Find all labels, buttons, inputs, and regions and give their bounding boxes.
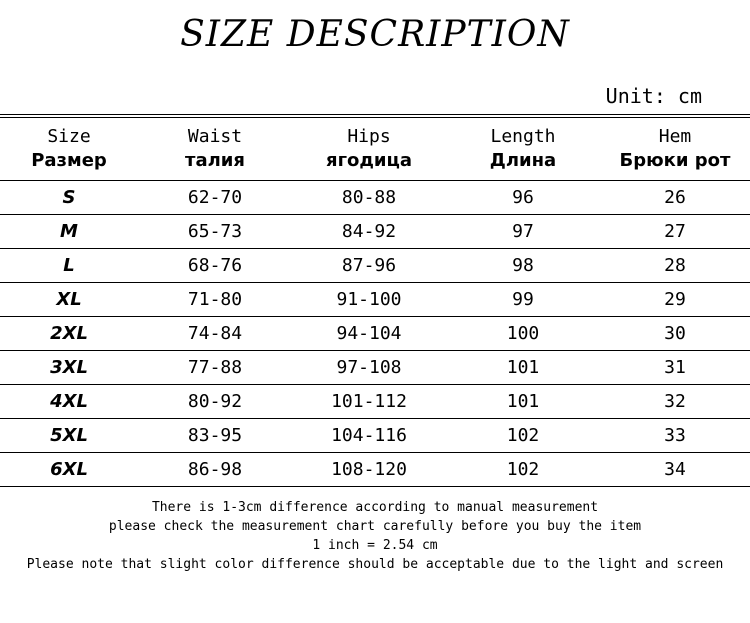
cell-size: S xyxy=(62,186,76,208)
cell-hips: 101-112 xyxy=(331,390,407,412)
size-table xyxy=(0,118,750,487)
cell-length: 98 xyxy=(512,254,534,276)
cell-hips: 94-104 xyxy=(336,322,402,344)
notes xyxy=(0,498,750,574)
note-line-3: 1 inch = 2.54 cm xyxy=(312,538,438,553)
table-row xyxy=(0,282,750,316)
note-line-1: There is 1-3cm difference according to manual measurement xyxy=(151,500,599,515)
cell-size: M xyxy=(60,220,78,242)
table-body xyxy=(0,180,750,486)
cell-length: 99 xyxy=(512,288,534,310)
cell-hips: 80-88 xyxy=(341,186,397,208)
cell-length: 102 xyxy=(506,424,540,446)
note-line-2: please check the measurement chart carefully before you buy the item xyxy=(108,519,642,534)
column-header-hips-en: Hips xyxy=(347,125,391,147)
cell-hem: 33 xyxy=(664,424,686,446)
table-header-row xyxy=(0,118,750,180)
table-row xyxy=(0,452,750,486)
cell-waist: 68-76 xyxy=(187,254,243,276)
unit-label: Unit: cm xyxy=(605,84,702,108)
cell-length: 101 xyxy=(506,356,540,378)
cell-hem: 34 xyxy=(664,458,686,480)
cell-hips: 104-116 xyxy=(331,424,407,446)
cell-size: 5XL xyxy=(50,424,88,446)
cell-waist: 83-95 xyxy=(187,424,243,446)
cell-size: L xyxy=(63,254,75,276)
cell-hem: 32 xyxy=(664,390,686,412)
column-header-waist xyxy=(138,118,292,180)
column-header-size-en: Size xyxy=(47,125,91,147)
column-header-size-ru: Размер xyxy=(31,149,107,171)
column-header-length xyxy=(446,118,600,180)
table-row xyxy=(0,384,750,418)
cell-hips: 97-108 xyxy=(336,356,402,378)
cell-size: XL xyxy=(56,288,82,310)
cell-waist: 62-70 xyxy=(187,186,243,208)
column-header-hips-ru: ягодица xyxy=(326,149,412,171)
cell-length: 102 xyxy=(506,458,540,480)
column-header-hips xyxy=(292,118,446,180)
cell-length: 101 xyxy=(506,390,540,412)
cell-hips: 84-92 xyxy=(341,220,397,242)
column-header-waist-ru: талия xyxy=(185,149,245,171)
cell-hem: 31 xyxy=(664,356,686,378)
cell-hem: 29 xyxy=(664,288,686,310)
table-row xyxy=(0,350,750,384)
table-row xyxy=(0,248,750,282)
column-header-hem-ru: Брюки рот xyxy=(619,149,731,171)
cell-waist: 86-98 xyxy=(187,458,243,480)
cell-hem: 27 xyxy=(664,220,686,242)
note-line-4: Please note that slight color difference should be acceptable due to the light and screen xyxy=(26,557,724,572)
table-row xyxy=(0,214,750,248)
divider-top xyxy=(0,114,750,115)
cell-size: 4XL xyxy=(50,390,88,412)
cell-length: 96 xyxy=(512,186,534,208)
cell-waist: 65-73 xyxy=(187,220,243,242)
cell-hem: 30 xyxy=(664,322,686,344)
cell-size: 6XL xyxy=(50,458,88,480)
cell-size: 2XL xyxy=(50,322,88,344)
column-header-waist-en: Waist xyxy=(187,125,243,147)
cell-waist: 80-92 xyxy=(187,390,243,412)
column-header-length-en: Length xyxy=(490,125,556,147)
cell-hem: 28 xyxy=(664,254,686,276)
cell-hips: 87-96 xyxy=(341,254,397,276)
table-row xyxy=(0,316,750,350)
cell-waist: 71-80 xyxy=(187,288,243,310)
cell-hips: 91-100 xyxy=(336,288,402,310)
column-header-size xyxy=(0,118,138,180)
cell-length: 100 xyxy=(506,322,540,344)
table-row xyxy=(0,180,750,214)
cell-waist: 74-84 xyxy=(187,322,243,344)
cell-size: 3XL xyxy=(50,356,88,378)
table-row xyxy=(0,418,750,452)
column-header-hem-en: Hem xyxy=(658,125,692,147)
cell-hem: 26 xyxy=(664,186,686,208)
page-title: SIZE DESCRIPTION xyxy=(180,14,570,55)
cell-hips: 108-120 xyxy=(331,458,407,480)
column-header-hem xyxy=(600,118,750,180)
cell-length: 97 xyxy=(512,220,534,242)
column-header-length-ru: Длина xyxy=(489,149,557,171)
cell-waist: 77-88 xyxy=(187,356,243,378)
